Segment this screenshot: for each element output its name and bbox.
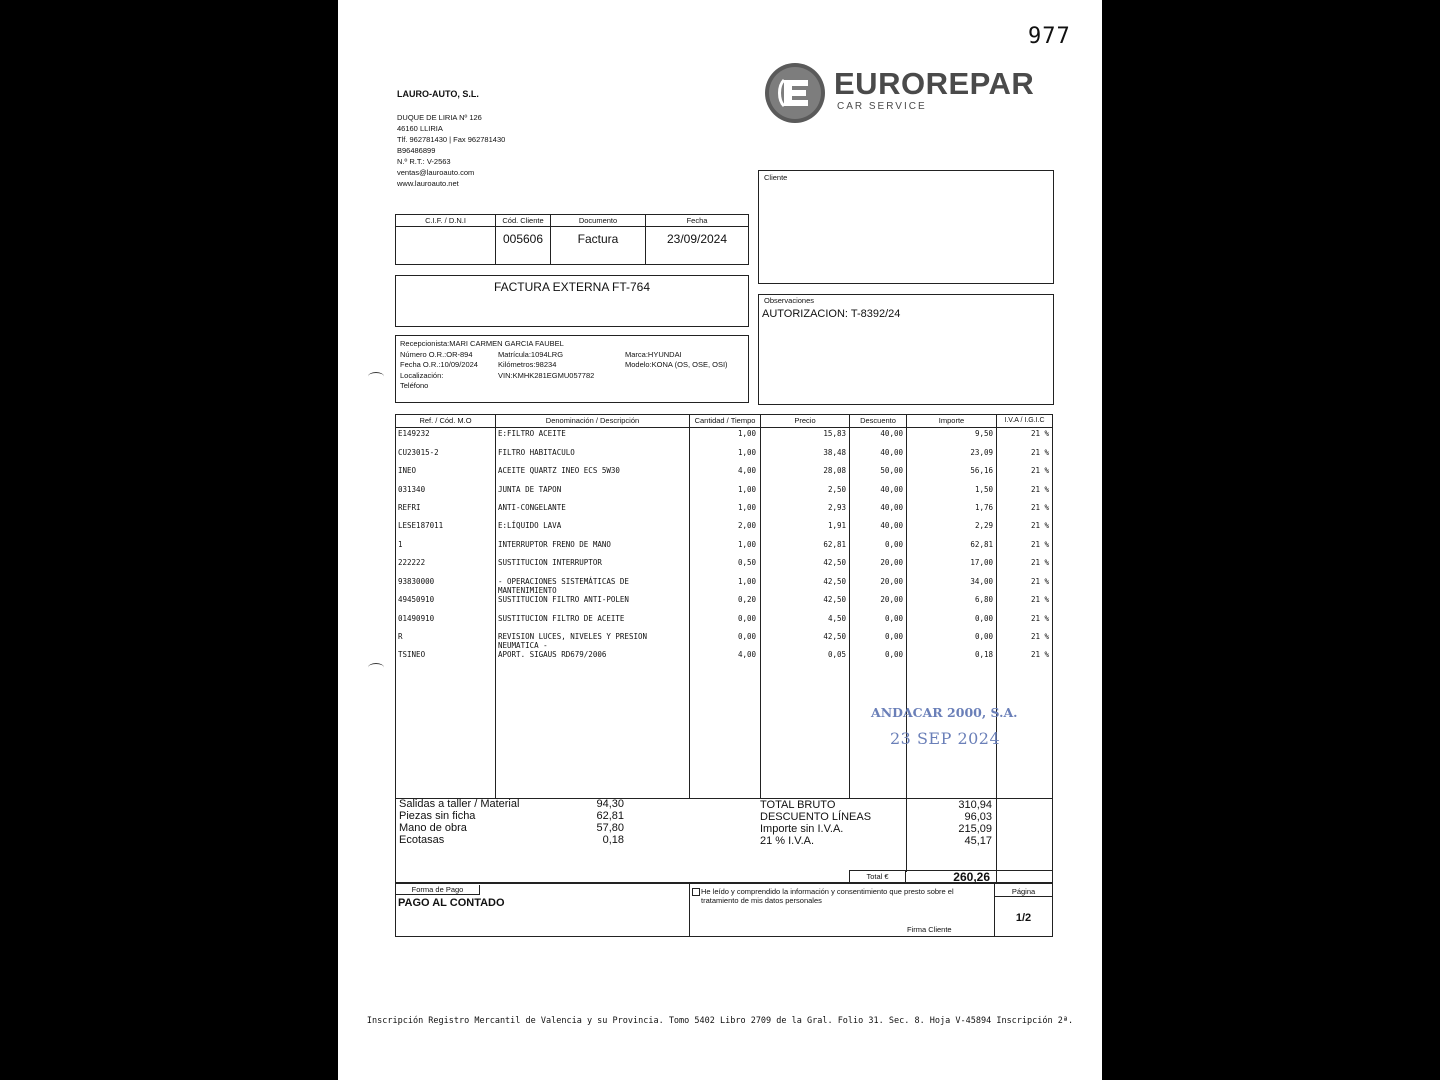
cell-disc: 40,00 — [880, 448, 903, 457]
summary-line — [399, 798, 624, 810]
cell-ref: R — [398, 632, 403, 641]
summary-value: 96,03 — [964, 811, 992, 823]
summary-box — [395, 798, 1053, 883]
company-name: LAURO-AUTO, S.L. — [397, 89, 479, 99]
cell-amount: 1,76 — [974, 503, 993, 512]
summary-value: 0,18 — [602, 834, 624, 846]
cell-ref: 222222 — [398, 558, 426, 567]
cell-price: 42,50 — [823, 632, 846, 641]
cell-amount: 2,29 — [974, 521, 993, 530]
cell-price: 42,50 — [823, 558, 846, 567]
total-label: Total € — [849, 871, 906, 883]
telefono: Teléfono — [400, 381, 429, 390]
summary-value: 45,17 — [964, 835, 992, 847]
company-city: 46160 LLIRIA — [397, 124, 443, 133]
summary-line — [399, 810, 624, 822]
cell-desc: INTERRUPTOR FRENO DE MANO — [498, 540, 611, 549]
summary-label: Piezas sin ficha — [399, 810, 476, 822]
matricula: Matrícula:1094LRG — [498, 349, 564, 359]
cell-desc: ANTI-CONGELANTE — [498, 503, 566, 512]
cell-ref: 93830000 — [398, 577, 435, 586]
company-phone: Tlf. 962781430 | Fax 962781430 — [397, 135, 506, 144]
cell-desc: JUNTA DE TAPON — [498, 485, 562, 494]
cell-price: 0,05 — [827, 650, 846, 659]
client-code-header: Cód. Cliente — [502, 216, 544, 225]
summary-left — [399, 798, 624, 846]
cell-qty: 0,00 — [737, 614, 756, 623]
company-web: www.lauroauto.net — [397, 179, 459, 188]
cell-iva: 21 % — [1030, 577, 1049, 586]
cell-qty: 1,00 — [737, 448, 756, 457]
col-header-iva: I.V.A / I.G.I.C — [1004, 417, 1045, 424]
cell-ref: CU23015-2 — [398, 448, 439, 457]
cell-amount: 0,00 — [974, 632, 993, 641]
cell-ref: INEO — [398, 466, 417, 475]
cell-desc: SUSTITUCION INTERRUPTOR — [498, 558, 602, 567]
company-rt: N.º R.T.: V-2563 — [397, 157, 451, 166]
cell-disc: 20,00 — [880, 595, 903, 604]
col-header-amount: Importe — [938, 416, 965, 425]
cell-qty: 0,00 — [737, 632, 756, 641]
bottom-box — [395, 883, 1053, 937]
cell-price: 4,50 — [827, 614, 846, 623]
cell-disc: 40,00 — [880, 429, 903, 438]
cell-price: 1,91 — [827, 521, 846, 530]
payment-value: PAGO AL CONTADO — [398, 897, 505, 909]
cell-price: 2,93 — [827, 503, 846, 512]
cell-desc: SUSTITUCION FILTRO ANTI-POLEN — [498, 595, 629, 604]
cell-iva: 21 % — [1030, 485, 1049, 494]
company-address: DUQUE DE LIRIA Nº 126 — [397, 113, 482, 122]
signature-label: Firma Cliente — [907, 925, 952, 934]
cell-disc: 20,00 — [880, 558, 903, 567]
cell-disc: 0,00 — [884, 540, 903, 549]
cell-desc: APORT. SIGAUS RD679/2006 — [498, 650, 607, 659]
col-header-discount: Descuento — [860, 416, 896, 425]
numero-or: Número O.R.:OR-894 — [400, 349, 473, 359]
date-header: Fecha — [686, 216, 708, 225]
cif-header: C.I.F. / D.N.I — [425, 216, 466, 225]
company-cif: B96486899 — [397, 146, 436, 155]
cell-amount: 23,09 — [970, 448, 993, 457]
vin: VIN:KMHK281EGMU057782 — [498, 370, 595, 380]
cell-price: 2,50 — [827, 485, 846, 494]
cell-disc: 40,00 — [880, 485, 903, 494]
summary-label: Importe sin I.V.A. — [760, 823, 844, 835]
cell-iva: 21 % — [1030, 540, 1049, 549]
cell-disc: 40,00 — [880, 521, 903, 530]
summary-line — [760, 823, 992, 835]
cell-ref: E149232 — [398, 429, 430, 438]
cell-iva: 21 % — [1030, 429, 1049, 438]
cell-desc: REVISION LUCES, NIVELES Y PRESION NEUMATICA - — [498, 632, 648, 650]
summary-right — [760, 799, 992, 847]
doc-info-box — [395, 214, 749, 265]
summary-value: 57,80 — [596, 822, 624, 834]
col-header-desc: Denominación / Descripción — [545, 416, 640, 425]
cell-amount: 17,00 — [970, 558, 993, 567]
summary-label: Salidas a taller / Material — [399, 798, 520, 810]
consent-text: He leído y comprendido la información y consentimiento que presto sobre el tratamiento de mis datos personales — [701, 887, 954, 905]
cell-ref: 1 — [398, 540, 403, 549]
cell-qty: 0,50 — [737, 558, 756, 567]
summary-value: 94,30 — [596, 798, 624, 810]
page-number: 977 — [1028, 24, 1071, 49]
cell-qty: 1,00 — [737, 577, 756, 586]
stamp-date: 23 SEP 2024 — [890, 729, 1001, 748]
cell-ref: 49450910 — [398, 595, 435, 604]
summary-value: 215,09 — [958, 823, 992, 835]
cell-amount: 56,16 — [970, 466, 993, 475]
summary-label: Ecotasas — [399, 834, 445, 846]
total-row — [849, 870, 1052, 883]
eurorepar-logo-icon — [764, 62, 826, 124]
consent-checkbox[interactable] — [692, 888, 700, 896]
cell-price: 42,50 — [823, 577, 846, 586]
cell-desc: - OPERACIONES SISTEMÁTICAS DE MANTENIMIENTO — [498, 577, 629, 595]
cell-disc: 20,00 — [880, 577, 903, 586]
summary-line — [399, 822, 624, 834]
cell-desc: SUSTITUCION FILTRO DE ACEITE — [498, 614, 625, 623]
cell-disc: 40,00 — [880, 503, 903, 512]
cell-iva: 21 % — [1030, 558, 1049, 567]
observaciones-box — [758, 294, 1054, 405]
cell-disc: 0,00 — [884, 614, 903, 623]
cell-amount: 6,80 — [974, 595, 993, 604]
cell-amount: 34,00 — [970, 577, 993, 586]
summary-label: 21 % I.V.A. — [760, 835, 815, 847]
logo-brand: EUROREPAR — [834, 66, 1035, 101]
document-header: Documento — [578, 216, 618, 225]
document-value: Factura — [577, 232, 619, 246]
client-code-value: 005606 — [502, 232, 544, 246]
cell-iva: 21 % — [1030, 650, 1049, 659]
cell-desc: E:FILTRO ACEITE — [498, 429, 566, 438]
cell-qty: 0,20 — [737, 595, 756, 604]
modelo: Modelo:KONA (OS, OSE, OSI) — [625, 360, 728, 369]
cell-price: 38,48 — [823, 448, 846, 457]
cell-disc: 0,00 — [884, 650, 903, 659]
punch-hole-mark — [368, 663, 384, 672]
items-table — [395, 414, 1053, 799]
summary-line — [760, 835, 992, 847]
stamp-company: ANDACAR 2000, S.A. — [871, 705, 1018, 720]
vehicle-right-col — [625, 350, 728, 371]
col-header-ref: Ref. / Cód. M.O — [419, 416, 472, 425]
summary-value: 62,81 — [596, 810, 624, 822]
summary-label: Mano de obra — [399, 822, 467, 834]
company-details — [397, 112, 505, 189]
cell-ref: TSINEO — [398, 650, 426, 659]
cell-qty: 1,00 — [737, 429, 756, 438]
punch-hole-mark — [368, 372, 384, 381]
cell-qty: 4,00 — [737, 466, 756, 475]
cell-qty: 4,00 — [737, 650, 756, 659]
payment-label: Forma de Pago — [396, 885, 480, 895]
cell-iva: 21 % — [1030, 448, 1049, 457]
cell-amount: 9,50 — [974, 429, 993, 438]
summary-label: TOTAL BRUTO — [760, 799, 836, 811]
cell-qty: 1,00 — [737, 540, 756, 549]
cell-desc: FILTRO HABITACULO — [498, 448, 575, 457]
company-email: ventas@lauroauto.com — [397, 168, 475, 177]
cell-amount: 62,81 — [970, 540, 993, 549]
summary-line — [399, 834, 624, 846]
summary-value: 310,94 — [958, 799, 992, 811]
total-value: 260,26 — [953, 870, 990, 884]
summary-label: DESCUENTO LÍNEAS — [760, 811, 872, 823]
cell-price: 42,50 — [823, 595, 846, 604]
cell-disc: 0,00 — [884, 632, 903, 641]
cell-qty: 1,00 — [737, 503, 756, 512]
cell-price: 15,83 — [823, 429, 846, 438]
cell-amount: 0,00 — [974, 614, 993, 623]
cell-desc: ACEITE QUARTZ INEO ECS 5W30 — [498, 466, 620, 475]
summary-line — [760, 799, 992, 811]
cell-iva: 21 % — [1030, 595, 1049, 604]
cell-qty: 2,00 — [737, 521, 756, 530]
footer-registry: Inscripción Registro Mercantil de Valencia y su Provincia. Tomo 5402 Libro 2709 de la Gral. Folio 31. Sec. 8. Hoja V-45894 Inscripción 2ª. — [366, 1016, 1074, 1026]
col-header-price: Precio — [794, 416, 816, 425]
cell-amount: 0,18 — [974, 650, 993, 659]
cliente-box — [758, 170, 1054, 284]
cell-iva: 21 % — [1030, 614, 1049, 623]
cell-ref: 031340 — [398, 485, 426, 494]
vehicle-mid-col — [498, 350, 594, 382]
pagina-label: Página — [995, 887, 1052, 897]
localizacion: Localización: — [400, 370, 444, 380]
invoice-title-box — [395, 275, 749, 327]
observaciones-label: Observaciones — [764, 296, 815, 305]
marca: Marca:HYUNDAI — [625, 349, 682, 359]
cell-price: 28,08 — [823, 466, 846, 475]
cell-ref: REFRI — [398, 503, 421, 512]
cell-iva: 21 % — [1030, 466, 1049, 475]
invoice-page — [338, 0, 1102, 1080]
observaciones-text: AUTORIZACION: T-8392/24 — [762, 308, 901, 320]
cell-ref: 01490910 — [398, 614, 435, 623]
cell-iva: 21 % — [1030, 521, 1049, 530]
cell-desc: E:LÍQUIDO LAVA — [498, 521, 562, 530]
cell-price: 62,81 — [823, 540, 846, 549]
kilometros: Kilómetros:98234 — [498, 360, 557, 369]
cell-disc: 50,00 — [880, 466, 903, 475]
summary-line — [760, 811, 992, 823]
cliente-label: Cliente — [764, 173, 788, 182]
vehicle-box — [395, 335, 749, 403]
pagina-value: 1/2 — [1015, 912, 1032, 924]
cell-amount: 1,50 — [974, 485, 993, 494]
col-header-qty: Cantidad / Tiempo — [694, 416, 756, 425]
invoice-title: FACTURA EXTERNA FT-764 — [493, 280, 651, 294]
cell-iva: 21 % — [1030, 503, 1049, 512]
cell-qty: 1,00 — [737, 485, 756, 494]
logo-tagline: CAR SERVICE — [837, 101, 927, 112]
cell-iva: 21 % — [1030, 632, 1049, 641]
recepcionista: Recepcionista:MARI CARMEN GARCIA FAUBEL — [400, 339, 564, 348]
cell-ref: LESE187011 — [398, 521, 444, 530]
fecha-or: Fecha O.R.:10/09/2024 — [400, 360, 478, 369]
date-value: 23/09/2024 — [666, 232, 728, 246]
